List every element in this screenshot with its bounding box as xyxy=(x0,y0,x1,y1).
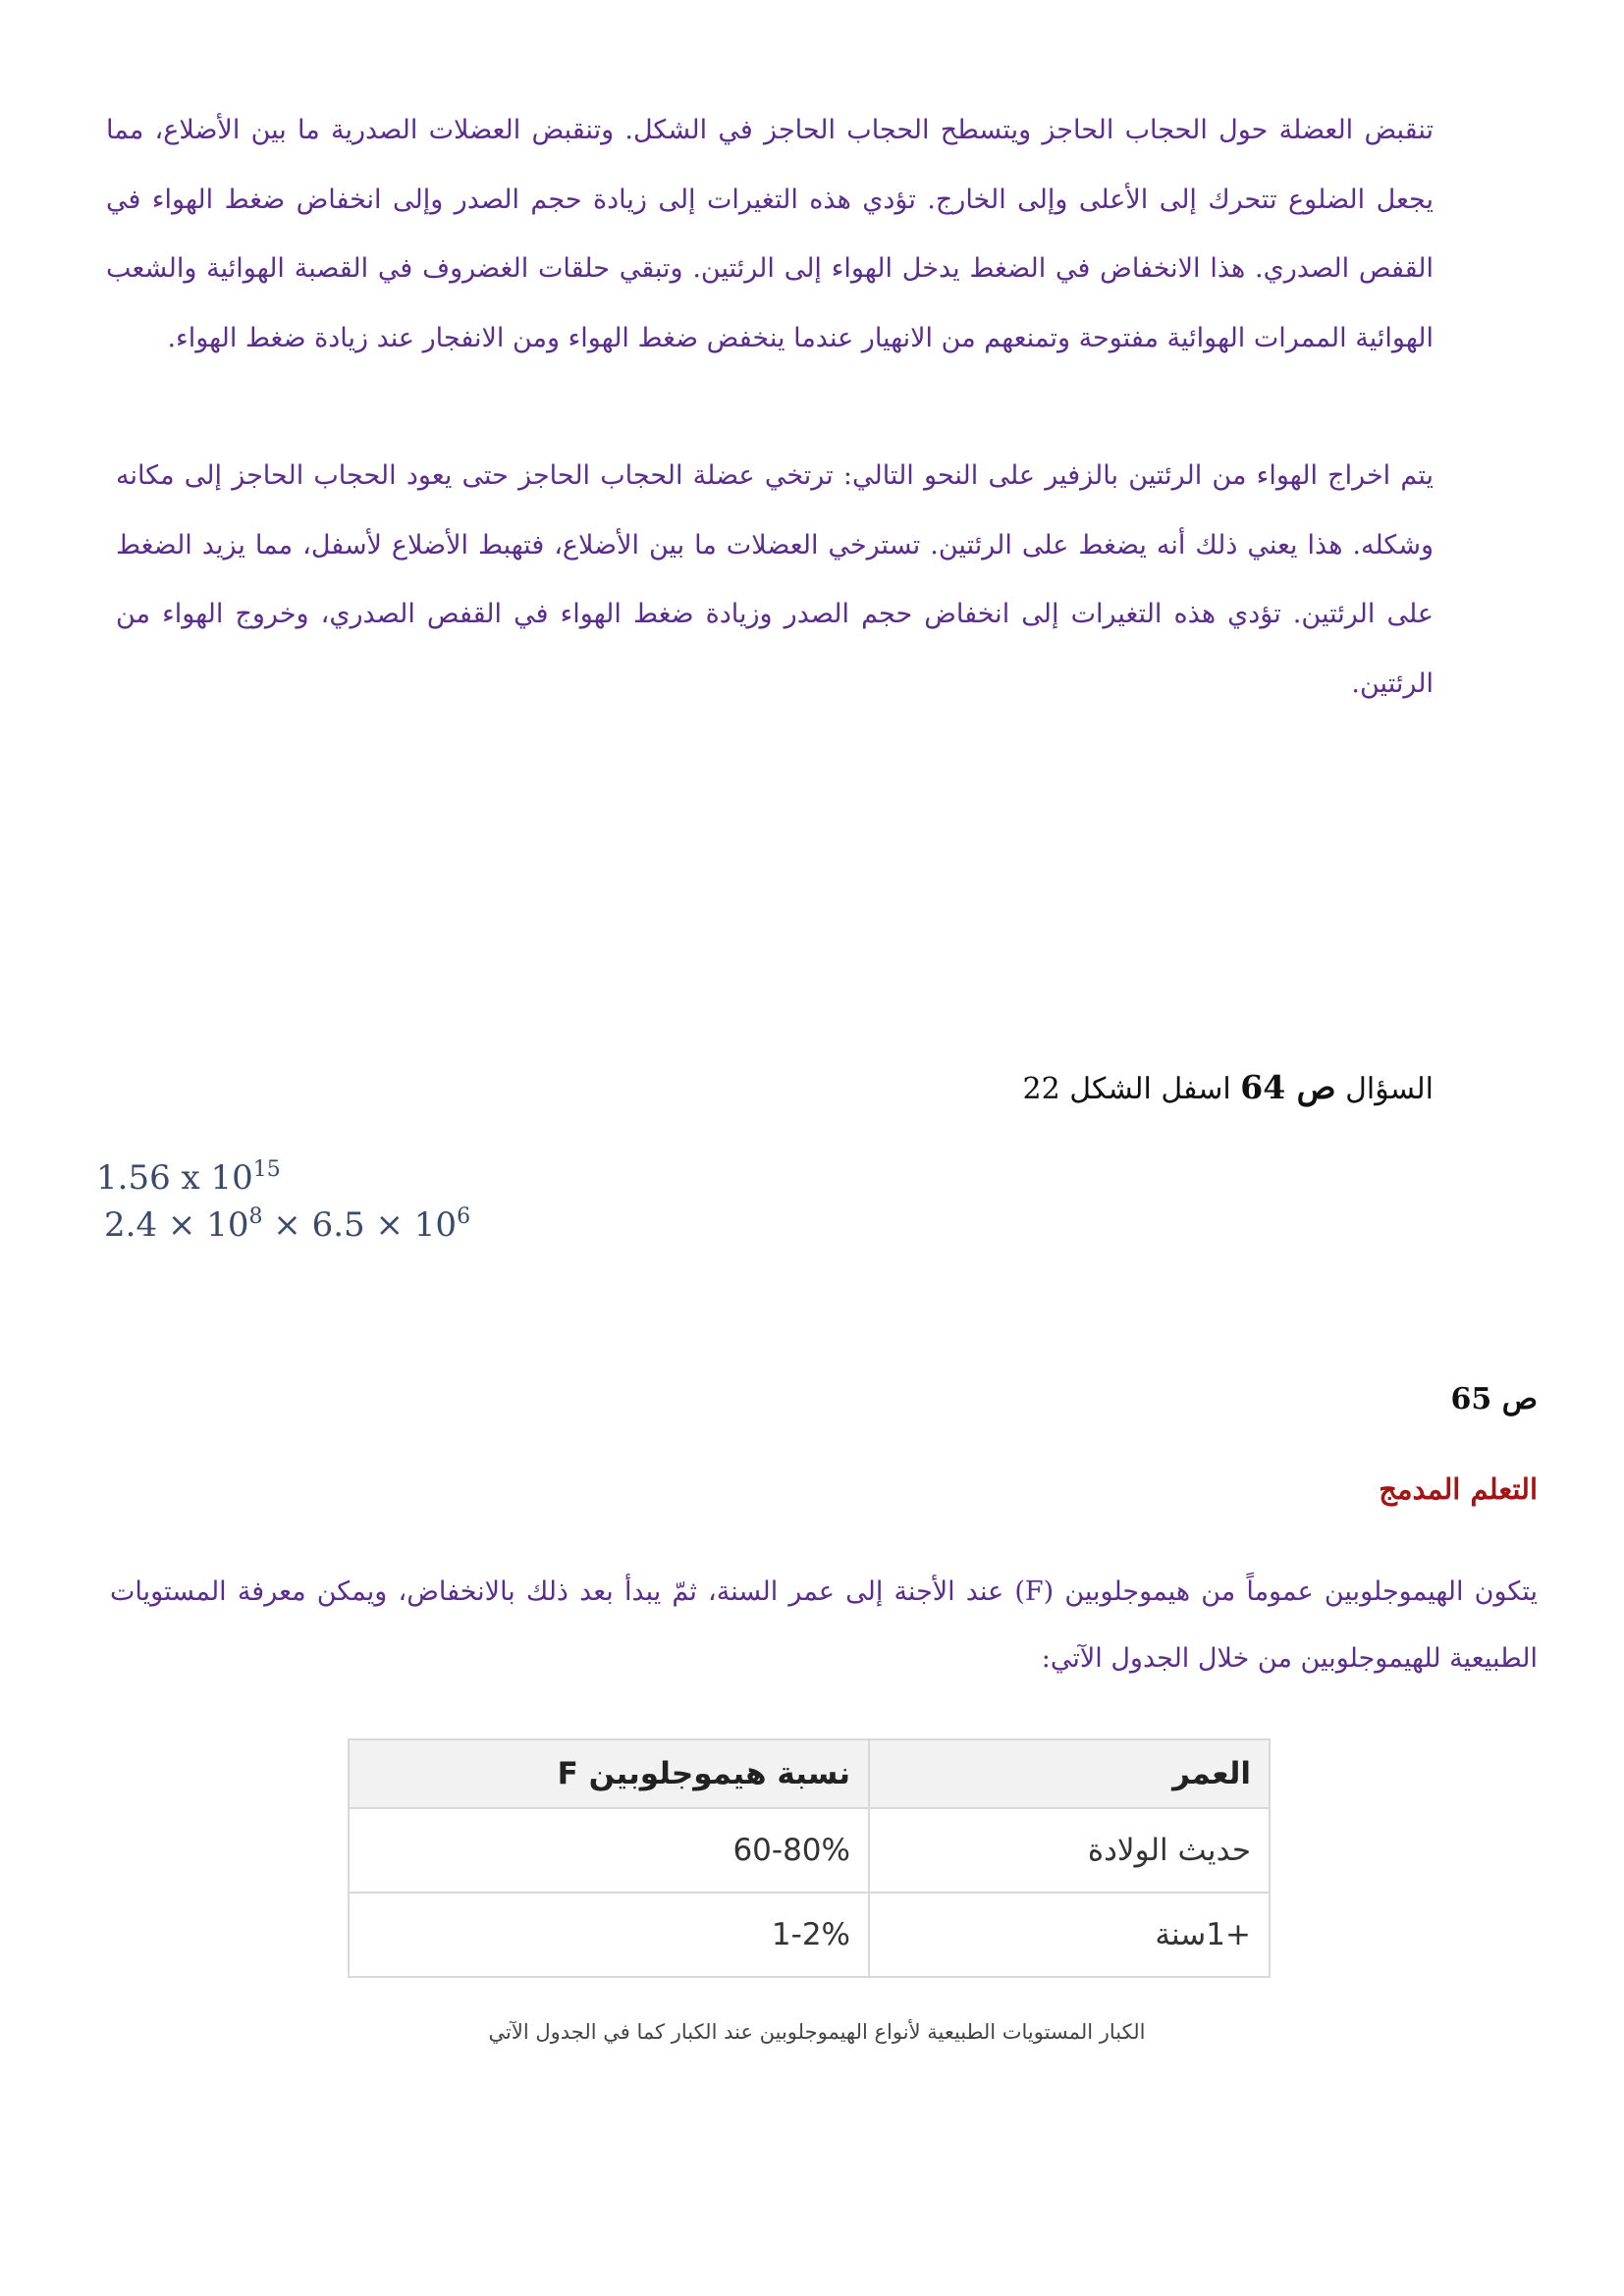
page-label: ص 65 xyxy=(1450,1382,1538,1416)
question-reference xyxy=(1023,1068,1434,1106)
math-expression: $2.4 \times 10^8 \times 6.5 \times 10^6$ xyxy=(104,1204,471,1245)
paragraph-exhalation: يتم اخراج الهواء من الرئتين بالزفير على النحو التالي: ترتخي عضلة الحجاب الحاجز حتى يعود الحجاب الحاجز إلى مكانه وشكله. هذا يعني ذلك أنه يضغط على الرئتين. تسترخي العضلات ما بين الأضلاع، فتهبط الأضلاع لأسفل، مما يزيد الضغط على الرئتين. تؤدي هذه التغيرات إلى انخفاض حجم الصدر وزيادة ضغط الهواء في القفص الصدري، وخروج الهواء من الرئتين. xyxy=(116,460,1434,699)
table-cell-hbf: 60-80% xyxy=(349,1808,869,1893)
intro-paragraph: يتكون الهيموجلوبين عموماً من هيموجلوبين (F) عند الأجنة إلى عمر السنة، ثمّ يبدأ بعد ذلك بالانخفاض، ويمكن معرفة المستويات الطبيعية للهيموجلوبين من خلال الجدول الآتي: xyxy=(110,1576,1539,1674)
section-title: التعلم المدمج xyxy=(1379,1472,1538,1506)
table-header-row xyxy=(349,1739,1270,1808)
table-cell-age: حديث الولادة xyxy=(869,1808,1270,1893)
question-suffix: اسفل الشكل 22 xyxy=(1022,1072,1231,1106)
math-answer xyxy=(96,1154,470,1249)
table-header-hbf: نسبة هيموجلوبين F xyxy=(349,1739,869,1808)
question-prefix: السؤال xyxy=(1345,1072,1434,1106)
hemoglobin-table xyxy=(348,1738,1271,1978)
table-cell-hbf: 1-2% xyxy=(349,1893,869,1977)
math-result: 1.56 x $10^{15}$ xyxy=(96,1157,281,1198)
question-page-label: ص 64 xyxy=(1240,1068,1336,1106)
table-caption: الكبار المستويات الطبيعية لأنواع الهيموجلوبين عند الكبار كما في الجدول الآتي xyxy=(488,2020,1146,2044)
table-header-age: العمر xyxy=(869,1739,1270,1808)
table-row xyxy=(349,1893,1270,1977)
table-row xyxy=(349,1808,1270,1893)
paragraph-inhalation: تنقبض العضلة حول الحجاب الحاجز ويتسطح الحجاب الحاجز في الشكل. وتنقبض العضلات الصدرية ما بين الأضلاع، مما يجعل الضلوع تتحرك إلى الأعلى وإلى الخارج. تؤدي هذه التغيرات إلى زيادة حجم الصدر وإلى انخفاض ضغط الهواء في القفص الصدري. هذا الانخفاض في الضغط يدخل الهواء إلى الرئتين. وتبقي حلقات الغضروف في القصبة الهوائية والشعب الهوائية الممرات الهوائية مفتوحة وتمنعهم من الانهيار عندما ينخفض ضغط الهواء ومن الانفجار عند زيادة ضغط الهواء. xyxy=(106,115,1434,353)
table-cell-age: +1سنة xyxy=(869,1893,1270,1977)
